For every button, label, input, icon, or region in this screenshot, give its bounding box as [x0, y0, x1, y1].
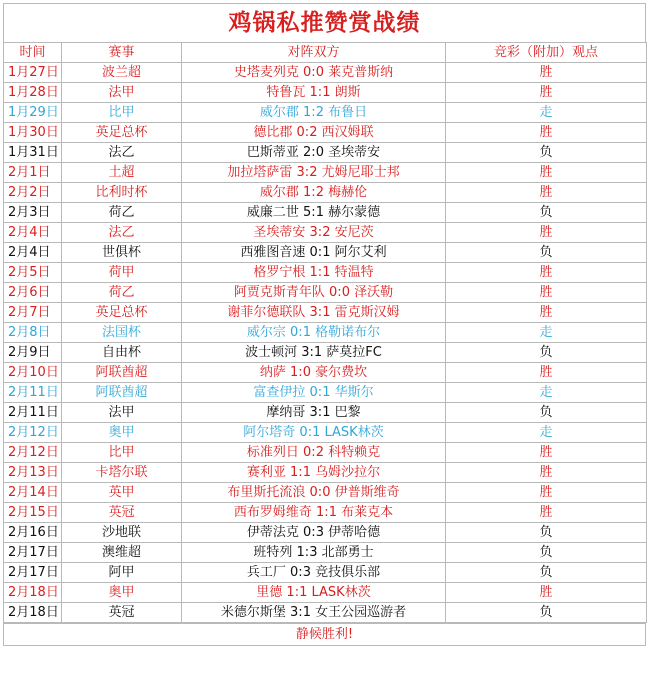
row-date: 2月2日 [4, 183, 62, 203]
table-row [4, 443, 647, 463]
row-date: 2月18日 [4, 583, 62, 603]
row-league: 奥甲 [62, 423, 182, 443]
row-match: 布里斯托流浪 0:0 伊普斯维奇 [182, 483, 446, 503]
row-date: 2月12日 [4, 443, 62, 463]
table-row [4, 143, 647, 163]
footer-table [3, 623, 646, 646]
row-date: 1月30日 [4, 123, 62, 143]
row-date: 2月12日 [4, 423, 62, 443]
row-date: 2月7日 [4, 303, 62, 323]
table-row [4, 423, 647, 443]
table-row [4, 503, 647, 523]
row-date: 1月27日 [4, 63, 62, 83]
row-league: 奥甲 [62, 583, 182, 603]
results-sheet [3, 3, 646, 646]
row-result: 负 [446, 343, 647, 363]
row-date: 2月15日 [4, 503, 62, 523]
row-date: 2月4日 [4, 243, 62, 263]
sheet-title: 鸡锅私推赞赏战绩 [3, 3, 646, 42]
results-table [3, 42, 647, 623]
row-date: 2月16日 [4, 523, 62, 543]
table-row [4, 543, 647, 563]
row-date: 2月18日 [4, 603, 62, 623]
row-result: 走 [446, 323, 647, 343]
row-result: 胜 [446, 443, 647, 463]
row-result: 胜 [446, 83, 647, 103]
row-match: 伊蒂法克 0:3 伊蒂哈德 [182, 523, 446, 543]
row-result: 胜 [446, 263, 647, 283]
row-result: 胜 [446, 223, 647, 243]
table-row [4, 483, 647, 503]
table-row [4, 383, 647, 403]
table-row [4, 203, 647, 223]
row-match: 阿尔塔奇 0:1 LASK林茨 [182, 423, 446, 443]
row-result: 胜 [446, 283, 647, 303]
row-date: 1月29日 [4, 103, 62, 123]
row-league: 卡塔尔联 [62, 463, 182, 483]
row-match: 威廉二世 5:1 赫尔蒙德 [182, 203, 446, 223]
table-row [4, 563, 647, 583]
row-result: 负 [446, 523, 647, 543]
header-league: 赛事 [62, 43, 182, 63]
row-result: 负 [446, 543, 647, 563]
row-league: 比甲 [62, 443, 182, 463]
header-pick: 竞彩（附加）观点 [446, 43, 647, 63]
table-row [4, 523, 647, 543]
row-league: 英冠 [62, 503, 182, 523]
row-league: 法国杯 [62, 323, 182, 343]
row-match: 米德尔斯堡 3:1 女王公园巡游者 [182, 603, 446, 623]
row-result: 胜 [446, 463, 647, 483]
row-match: 史塔麦列克 0:0 莱克普斯纳 [182, 63, 446, 83]
row-match: 加拉塔萨雷 3:2 尤姆尼耶士邦 [182, 163, 446, 183]
row-result: 胜 [446, 303, 647, 323]
table-row [4, 263, 647, 283]
row-match: 兵工厂 0:3 竞技俱乐部 [182, 563, 446, 583]
row-result: 走 [446, 383, 647, 403]
row-result: 负 [446, 243, 647, 263]
row-match: 标准列日 0:2 科特赖克 [182, 443, 446, 463]
footer-note: 静候胜利! [4, 624, 646, 646]
row-result: 胜 [446, 363, 647, 383]
row-league: 阿联酋超 [62, 383, 182, 403]
row-match: 威尔郡 1:2 布鲁日 [182, 103, 446, 123]
row-league: 自由杯 [62, 343, 182, 363]
table-row [4, 63, 647, 83]
row-match: 德比郡 0:2 西汉姆联 [182, 123, 446, 143]
row-league: 澳维超 [62, 543, 182, 563]
row-match: 威尔郡 1:2 梅赫伦 [182, 183, 446, 203]
row-date: 2月17日 [4, 563, 62, 583]
table-row [4, 343, 647, 363]
row-match: 谢菲尔德联队 3:1 雷克斯汉姆 [182, 303, 446, 323]
row-match: 圣埃蒂安 3:2 安尼茨 [182, 223, 446, 243]
row-league: 波兰超 [62, 63, 182, 83]
row-league: 荷乙 [62, 203, 182, 223]
row-league: 英足总杯 [62, 303, 182, 323]
row-result: 负 [446, 603, 647, 623]
row-date: 2月10日 [4, 363, 62, 383]
table-row [4, 583, 647, 603]
row-match: 特鲁瓦 1:1 朗斯 [182, 83, 446, 103]
table-row [4, 603, 647, 623]
row-league: 比甲 [62, 103, 182, 123]
table-row [4, 223, 647, 243]
table-row [4, 243, 647, 263]
table-row [4, 283, 647, 303]
row-date: 2月11日 [4, 383, 62, 403]
row-date: 2月17日 [4, 543, 62, 563]
row-league: 比利时杯 [62, 183, 182, 203]
row-result: 胜 [446, 583, 647, 603]
row-date: 1月31日 [4, 143, 62, 163]
row-date: 1月28日 [4, 83, 62, 103]
row-league: 荷乙 [62, 283, 182, 303]
row-match: 西布罗姆维奇 1:1 布莱克本 [182, 503, 446, 523]
row-league: 阿甲 [62, 563, 182, 583]
row-league: 英足总杯 [62, 123, 182, 143]
row-league: 土超 [62, 163, 182, 183]
table-row [4, 103, 647, 123]
row-result: 胜 [446, 483, 647, 503]
table-row [4, 183, 647, 203]
row-match: 纳萨 1:0 豪尔费坎 [182, 363, 446, 383]
row-date: 2月5日 [4, 263, 62, 283]
table-row [4, 403, 647, 423]
row-result: 胜 [446, 503, 647, 523]
row-date: 2月8日 [4, 323, 62, 343]
table-row [4, 463, 647, 483]
row-match: 格罗宁根 1:1 特温特 [182, 263, 446, 283]
row-date: 2月9日 [4, 343, 62, 363]
row-result: 胜 [446, 183, 647, 203]
row-date: 2月3日 [4, 203, 62, 223]
table-row [4, 363, 647, 383]
row-league: 沙地联 [62, 523, 182, 543]
row-league: 法乙 [62, 143, 182, 163]
row-result: 胜 [446, 63, 647, 83]
row-league: 英甲 [62, 483, 182, 503]
row-result: 胜 [446, 163, 647, 183]
row-match: 巴斯蒂亚 2:0 圣埃蒂安 [182, 143, 446, 163]
table-row [4, 303, 647, 323]
row-result: 胜 [446, 123, 647, 143]
row-match: 班特列 1:3 北部勇士 [182, 543, 446, 563]
row-match: 西雅图音速 0:1 阿尔艾利 [182, 243, 446, 263]
row-date: 2月6日 [4, 283, 62, 303]
row-league: 荷甲 [62, 263, 182, 283]
row-result: 走 [446, 103, 647, 123]
row-match: 富查伊拉 0:1 华斯尔 [182, 383, 446, 403]
results-table-body [4, 43, 647, 623]
footer-row [4, 624, 646, 646]
row-result: 负 [446, 143, 647, 163]
header-date: 时间 [4, 43, 62, 63]
row-date: 2月13日 [4, 463, 62, 483]
table-row [4, 163, 647, 183]
row-result: 负 [446, 563, 647, 583]
table-row [4, 83, 647, 103]
header-row [4, 43, 647, 63]
row-league: 世俱杯 [62, 243, 182, 263]
row-league: 法乙 [62, 223, 182, 243]
row-result: 走 [446, 423, 647, 443]
row-match: 威尔宗 0:1 格勒诺布尔 [182, 323, 446, 343]
row-league: 英冠 [62, 603, 182, 623]
row-date: 2月11日 [4, 403, 62, 423]
row-league: 法甲 [62, 83, 182, 103]
table-row [4, 323, 647, 343]
table-row [4, 123, 647, 143]
row-match: 里德 1:1 LASK林茨 [182, 583, 446, 603]
row-result: 负 [446, 203, 647, 223]
row-league: 法甲 [62, 403, 182, 423]
row-result: 负 [446, 403, 647, 423]
row-date: 2月4日 [4, 223, 62, 243]
row-match: 摩纳哥 3:1 巴黎 [182, 403, 446, 423]
row-league: 阿联酋超 [62, 363, 182, 383]
row-match: 波士顿河 3:1 萨莫拉FC [182, 343, 446, 363]
row-date: 2月14日 [4, 483, 62, 503]
row-date: 2月1日 [4, 163, 62, 183]
row-match: 阿贾克斯青年队 0:0 泽沃勒 [182, 283, 446, 303]
row-match: 赛利亚 1:1 乌姆沙拉尔 [182, 463, 446, 483]
header-match: 对阵双方 [182, 43, 446, 63]
